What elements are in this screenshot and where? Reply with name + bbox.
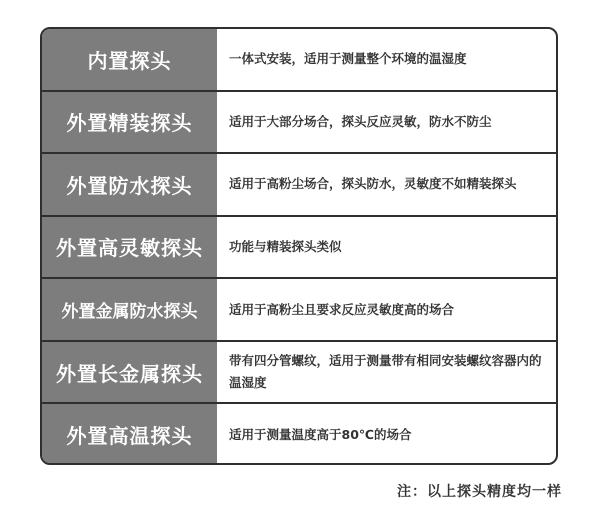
table-row (42, 340, 556, 403)
probe-description: 适用于高粉尘且要求反应灵敏度高的场合 (229, 301, 455, 317)
probe-name: 外置精装探头 (42, 92, 217, 153)
probe-name: 外置金属防水探头 (42, 279, 217, 340)
probe-description: 适用于大部分场合，探头反应灵敏，防水不防尘 (229, 113, 492, 129)
probe-description: 适用于测量温度高于80℃的场合 (229, 426, 412, 442)
probe-name: 外置高灵敏探头 (42, 217, 217, 278)
probe-name: 内置探头 (42, 29, 217, 90)
table-row (42, 152, 556, 215)
table-row (42, 215, 556, 278)
probe-description: 适用于高粉尘场合，探头防水，灵敏度不如精装探头 (229, 176, 517, 192)
probe-description: 一体式安装，适用于测量整个环境的温湿度 (229, 51, 467, 67)
probe-description: 带有四分管螺纹，适用于测量带有相同安装螺纹容器内的温湿度 (229, 353, 542, 391)
probe-description: 功能与精装探头类似 (229, 238, 342, 254)
probe-name: 外置长金属探头 (42, 342, 217, 403)
probe-name: 外置高温探头 (42, 404, 217, 465)
table-row (42, 90, 556, 153)
table-row (42, 277, 556, 340)
table-row (42, 29, 556, 90)
table-row (42, 402, 556, 465)
probe-name: 外置防水探头 (42, 154, 217, 215)
probe-table (40, 27, 558, 465)
footnote: 注：以上探头精度均一样 (397, 484, 562, 500)
